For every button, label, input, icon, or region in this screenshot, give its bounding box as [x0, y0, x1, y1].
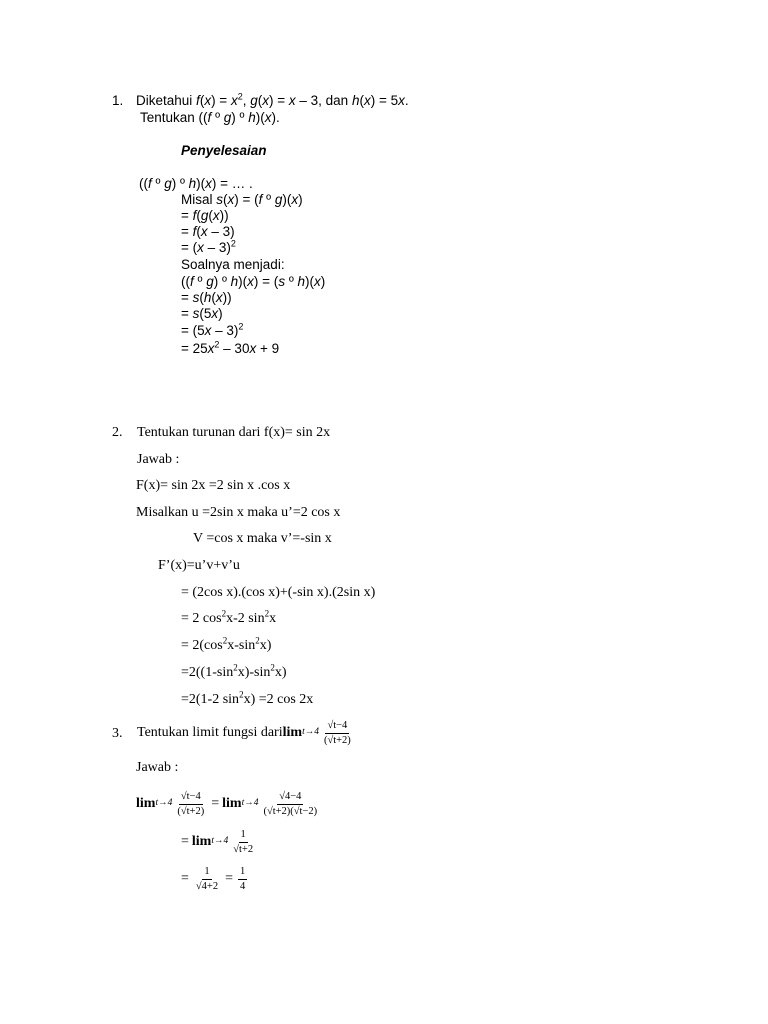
text: s [216, 192, 224, 207]
text: )) [222, 290, 232, 305]
text: ) [218, 306, 223, 321]
text: x-sin [227, 638, 256, 653]
text: º [285, 274, 298, 289]
text: ( [196, 208, 201, 223]
text: h [203, 290, 212, 305]
lim-subscript: t→4 [211, 836, 229, 847]
text: x [269, 611, 277, 626]
text: g [250, 93, 258, 108]
superscript: 2 [221, 608, 227, 619]
fraction [194, 866, 220, 891]
q1-step-8 [181, 291, 232, 305]
text: h [351, 93, 360, 108]
text: Tentukan (( [140, 110, 208, 125]
superscript: 2 [264, 608, 270, 619]
text: = ( [181, 240, 198, 255]
text: = 2 cos [181, 611, 222, 626]
text: º [211, 110, 224, 125]
q2-number: 2. [112, 425, 123, 440]
q1-heading: Penyelesaian [181, 143, 267, 158]
fraction [238, 866, 247, 891]
numerator: 1 [239, 829, 248, 842]
q1-statement-line2 [140, 111, 280, 125]
text: x [314, 274, 321, 289]
text: ) = ( [234, 192, 259, 207]
text: h [230, 274, 239, 289]
text: ) = ( [253, 274, 279, 289]
numerator: √t−4 [179, 791, 203, 804]
q2-line-2: Misalkan u =2sin x maka u’=2 cos x [136, 505, 341, 520]
q1-step-9 [181, 307, 223, 321]
superscript: 2 [255, 635, 260, 646]
text: )( [305, 274, 315, 289]
text: x [230, 93, 238, 108]
q1-step-4 [181, 225, 235, 239]
q3-question [137, 716, 355, 750]
q1-number: 1. [112, 93, 124, 108]
text: = [181, 208, 193, 223]
lim-subscript: t→4 [302, 727, 319, 738]
text: s [192, 306, 200, 321]
text: x-2 sin [226, 611, 265, 626]
numerator: √4−4 [277, 791, 303, 804]
equals-sign: = [181, 834, 189, 849]
q3-result-2 [181, 825, 257, 859]
text: x [215, 290, 223, 305]
text: ) = 5 [370, 93, 399, 108]
text: g [206, 274, 214, 289]
q1-step-2 [181, 193, 303, 207]
q2-line-8 [181, 662, 287, 680]
text: f [148, 176, 152, 191]
numerator: √t−4 [325, 720, 349, 733]
text: h [297, 274, 306, 289]
text: f [192, 208, 197, 223]
q1-step-3 [181, 209, 229, 223]
superscript: 2 [238, 321, 244, 332]
superscript: 2 [222, 635, 228, 646]
text: g [164, 176, 172, 191]
text: s [192, 290, 200, 305]
text: . [404, 93, 409, 108]
text: – 3) [207, 224, 235, 239]
text: = [181, 306, 193, 321]
fraction [231, 829, 255, 854]
numerator: 1 [238, 866, 247, 879]
superscript: 2 [239, 689, 244, 700]
text: f [190, 274, 194, 289]
text: h [248, 110, 256, 125]
text: )( [282, 192, 292, 207]
text: – 3) [211, 323, 239, 338]
q2-line-5: = (2cos x).(cos x)+(-sin x).(2sin x) [181, 585, 376, 600]
q2-line-3: V =cos x maka v’=-sin x [193, 531, 332, 546]
denominator: (√t+2) [323, 734, 351, 746]
numerator: 1 [202, 866, 211, 879]
text: ) = … . [211, 176, 253, 191]
text: = (5 [181, 323, 205, 338]
text: x)-sin [237, 665, 271, 680]
denominator: 4 [240, 880, 246, 892]
text: f [196, 93, 200, 108]
text: x [291, 192, 299, 207]
text: (5 [199, 306, 212, 321]
text: x [227, 192, 235, 207]
text: x [288, 93, 296, 108]
superscript: 2 [230, 238, 236, 249]
text: x [398, 93, 405, 108]
text: ) º [171, 176, 189, 191]
text: x [249, 341, 257, 356]
text: ( [199, 290, 204, 305]
text: x [262, 93, 269, 108]
denominator: (√t+2)(√t−2) [263, 805, 318, 817]
q2-line-6 [181, 608, 277, 626]
equals-sign: = [225, 871, 233, 886]
text: – 3, dan [295, 93, 352, 108]
text: x [204, 93, 212, 108]
fraction [175, 791, 206, 816]
text: ( [196, 224, 201, 239]
text: x [264, 110, 272, 125]
text: x) [259, 638, 272, 653]
equals-sign: = [181, 871, 189, 886]
text: =2(1-2 sin [181, 692, 240, 707]
q1-step-5 [181, 238, 236, 255]
equals-sign: = [211, 796, 220, 811]
q3-result-3 [181, 862, 249, 896]
lim-operator: lim [282, 725, 303, 740]
text: =2((1-sin [181, 665, 234, 680]
denominator: (√t+2) [177, 805, 205, 817]
text: ( [223, 192, 228, 207]
text: ). [271, 110, 280, 125]
text: Diketahui [136, 93, 197, 108]
text: ) = [211, 93, 231, 108]
text: (( [139, 176, 148, 191]
text: x [205, 176, 212, 191]
text: Misal [181, 192, 217, 207]
text: – 30 [219, 341, 250, 356]
text: = [181, 290, 193, 305]
text: )) [219, 208, 229, 223]
text: º [193, 274, 207, 289]
text: x [200, 224, 208, 239]
q2-line-1: F(x)= sin 2x =2 sin x .cos x [136, 478, 291, 493]
lim-operator: lim [222, 796, 242, 811]
text: f [207, 110, 212, 125]
text: s [278, 274, 286, 289]
text: ( [208, 208, 213, 223]
text: = 2(cos [181, 638, 223, 653]
superscript: 2 [233, 662, 238, 673]
text: ) [320, 274, 326, 289]
denominator: √4+2 [195, 880, 219, 892]
text: )( [238, 274, 248, 289]
text: x [212, 208, 220, 223]
text: = 25 [181, 341, 208, 356]
lim-operator: lim [136, 796, 156, 811]
superscript: 2 [214, 339, 220, 350]
q1-step-7 [181, 275, 325, 289]
text: ) [298, 192, 303, 207]
text: x [363, 93, 371, 108]
q2-line-9 [181, 689, 314, 707]
text: ) º [231, 110, 249, 125]
q2-question: Tentukan turunan dari f(x)= sin 2x [137, 425, 331, 440]
text: º [262, 192, 275, 207]
text: + 9 [256, 341, 280, 356]
text: g [223, 110, 232, 125]
q2-line-7 [181, 635, 272, 653]
text: g [274, 192, 283, 207]
q1-step-11 [181, 339, 280, 356]
text: f [258, 192, 263, 207]
fraction [261, 791, 319, 816]
lim-subscript: t→4 [241, 798, 259, 809]
text: )( [196, 176, 206, 191]
q3-number: 3. [112, 726, 123, 741]
q1-statement-line1: Diketahui $f(x) = x^2$, g(x) = x – 3, dan h(x) = 5x. [136, 91, 409, 108]
text: h [188, 176, 197, 191]
text: x [207, 341, 215, 356]
text: x [247, 274, 254, 289]
text: g [200, 208, 209, 223]
q3-jawab: Jawab : [136, 760, 179, 775]
text: = [181, 224, 193, 239]
text: ) º [213, 274, 231, 289]
text: x [204, 323, 212, 338]
q1-step-6: Soalnya menjadi: [181, 257, 285, 272]
q3-result-1 [136, 786, 321, 822]
superscript: 2 [237, 91, 243, 102]
denominator: √t+2 [233, 843, 254, 855]
text: f [192, 224, 197, 239]
text: (( [181, 274, 190, 289]
lim-operator: lim [191, 834, 212, 849]
q1-step-10 [181, 321, 244, 338]
text: º [151, 176, 165, 191]
text: – 3) [203, 240, 231, 255]
text: x [197, 240, 204, 255]
text: x) [274, 665, 287, 680]
text: x) =2 cos 2x [243, 692, 314, 707]
text: Tentukan limit fungsi dari [137, 725, 283, 740]
text: ( [211, 290, 216, 305]
fraction [322, 720, 353, 745]
q1-step-1 [139, 177, 253, 191]
q2-jawab: Jawab : [137, 452, 180, 467]
text: ) = [269, 93, 289, 108]
text: x [211, 306, 219, 321]
text: )( [255, 110, 265, 125]
text: , [242, 93, 251, 108]
lim-subscript: t→4 [155, 798, 173, 809]
q2-line-4: F’(x)=u’v+v’u [158, 558, 240, 573]
superscript: 2 [270, 662, 275, 673]
